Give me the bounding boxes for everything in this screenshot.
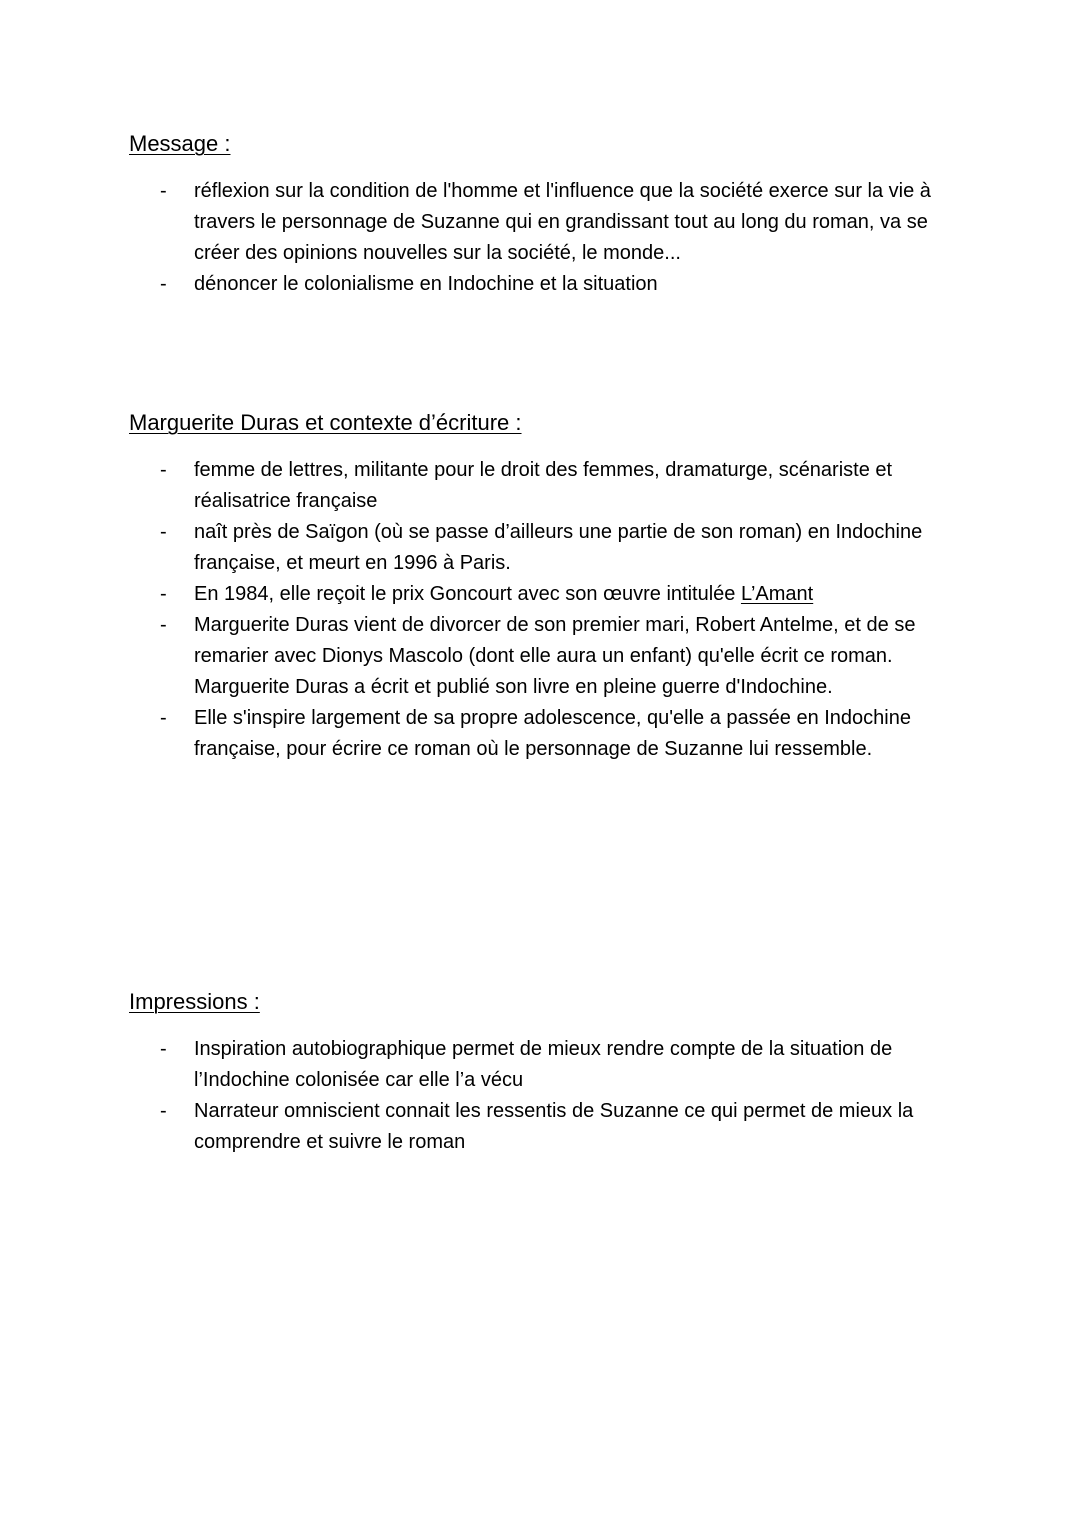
list-item: - naît près de Saïgon (où se passe d’ailleurs une partie de son roman) en Indochine française, et meurt en 1996 à Paris. [129, 517, 959, 579]
list-item: - dénoncer le colonialisme en Indochine et la situation [129, 269, 959, 300]
bullet-dash: - [160, 614, 167, 636]
bullet-dash: - [160, 1038, 167, 1060]
section-heading-duras: Marguerite Duras et contexte d’écriture : [129, 410, 522, 435]
bullet-dash: - [160, 521, 167, 543]
list-item: - En 1984, elle reçoit le prix Goncourt avec son œuvre intitulée L’Amant [129, 579, 959, 610]
section-message [129, 130, 959, 300]
list-item: - Marguerite Duras vient de divorcer de son premier mari, Robert Antelme, et de se remarier avec Dionys Mascolo (dont elle aura un enfant) qu'elle écrit ce roman. Marguerite Duras a écrit et publié son livre en pleine guerre d'Indochine. [129, 610, 959, 703]
section-impressions [129, 988, 959, 1158]
bullet-list-duras [129, 455, 959, 765]
bullet-dash: - [160, 273, 167, 295]
section-heading-message: Message : [129, 131, 231, 156]
list-item: - Inspiration autobiographique permet de mieux rendre compte de la situation de l’Indochine colonisée car elle l’a vécu [129, 1034, 959, 1096]
bullet-list-impressions [129, 1034, 959, 1158]
bullet-dash: - [160, 1100, 167, 1122]
list-item: - réflexion sur la condition de l'homme et l'influence que la société exerce sur la vie à travers le personnage de Suzanne qui en grandissant tout au long du roman, va se créer des opinions nouvelles sur la société, le monde... [129, 176, 959, 269]
list-item: - femme de lettres, militante pour le droit des femmes, dramaturge, scénariste et réalisatrice française [129, 455, 959, 517]
bullet-dash: - [160, 583, 167, 605]
book-title: L’Amant [740, 583, 814, 605]
list-item: - Elle s'inspire largement de sa propre adolescence, qu'elle a passée en Indochine française, pour écrire ce roman où le personnage de Suzanne lui ressemble. [129, 703, 959, 765]
section-duras-context [129, 409, 959, 765]
bullet-dash: - [160, 707, 167, 729]
section-heading-impressions: Impressions : [129, 989, 260, 1014]
bullet-list-message [129, 176, 959, 300]
bullet-dash: - [160, 459, 167, 481]
bullet-dash: - [160, 180, 167, 202]
list-item: - Narrateur omniscient connait les ressentis de Suzanne ce qui permet de mieux la comprendre et suivre le roman [129, 1096, 959, 1158]
